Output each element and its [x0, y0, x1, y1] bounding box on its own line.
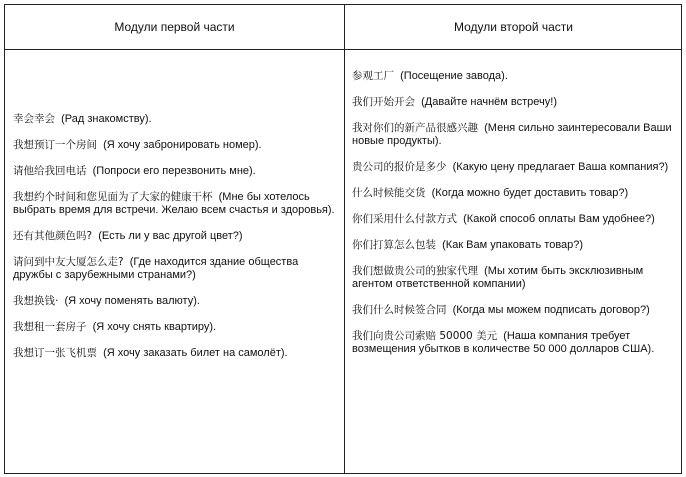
phrase-chinese: 贵公司的报价是多少	[352, 161, 447, 173]
phrase-russian: (Я хочу забронировать номер).	[103, 139, 262, 151]
phrase-chinese: 请问到中友大厦怎么走?	[13, 256, 124, 268]
phrase-item	[352, 70, 677, 83]
header-part-two: Модули второй части	[454, 20, 573, 34]
phrase-chinese: 还有其他颜色吗?	[13, 230, 93, 242]
phrase-item	[13, 139, 337, 152]
phrase-russian: (Я хочу поменять валюту).	[64, 295, 200, 307]
part-one-column	[13, 113, 337, 373]
phrase-russian: (Мы хотим быть эксклюзивным агентом ответственной компании)	[352, 265, 644, 290]
phrase-russian: (Наша компания требует возмещения убытков в количестве 50 000 долларов США).	[352, 330, 655, 355]
phrase-item	[13, 321, 337, 334]
phrase-russian: (Попроси его перезвонить мне).	[92, 165, 256, 177]
phrase-chinese: 我对你们的新产品很感兴趣	[352, 122, 478, 134]
phrase-russian: (Я хочу снять квартиру).	[92, 321, 217, 333]
phrase-russian: (Когда можно будет доставить товар?)	[431, 187, 629, 199]
phrase-russian: (Где находится здание общества дружбы с зарубежными странами?)	[13, 256, 299, 281]
phrase-chinese: 我们向贵公司索赔 50000 美元	[352, 330, 498, 342]
phrase-item	[13, 347, 337, 360]
header-part-one: Модули первой части	[114, 20, 235, 34]
phrase-chinese: 我们什么时候签合同	[352, 304, 447, 316]
phrase-chinese: 我想预订一个房间	[13, 139, 97, 151]
phrase-russian: (Есть ли у вас другой цвет?)	[98, 230, 243, 242]
phrase-chinese: 你们采用什么付款方式	[352, 213, 457, 225]
column-divider	[344, 5, 345, 473]
phrase-russian: (Рад знакомству).	[61, 113, 152, 125]
phrase-item	[352, 213, 677, 226]
phrase-chinese: 参观工厂	[352, 70, 394, 82]
phrase-russian: (Давайте начнём встречу!)	[421, 96, 557, 108]
phrase-item	[13, 113, 337, 126]
phrase-item	[13, 295, 337, 308]
phrase-item	[352, 122, 677, 148]
phrase-russian: (Какую цену предлагает Ваша компания?)	[452, 161, 669, 173]
phrase-item	[352, 265, 677, 291]
phrase-item	[13, 256, 337, 282]
phrase-chinese: 什么时候能交货	[352, 187, 426, 199]
phrase-russian: (Посещение завода).	[400, 70, 508, 82]
phrase-russian: (Как Вам упаковать товар?)	[442, 239, 584, 251]
phrase-russian: (Меня сильно заинтересовали Ваши новые продукты).	[352, 122, 672, 147]
phrase-item	[13, 230, 337, 243]
phrase-item	[352, 161, 677, 174]
phrase-chinese: 请他给我回电话	[13, 165, 87, 177]
phrase-russian: (Я хочу заказать билет на самолёт).	[103, 347, 288, 359]
phrase-item	[13, 165, 337, 178]
phrase-item	[352, 96, 677, 109]
phrase-chinese: 我想租一套房子	[13, 321, 87, 333]
phrase-chinese: 我们想做贵公司的独家代理	[352, 265, 478, 277]
phrase-chinese: 我想订一张飞机票	[13, 347, 97, 359]
phrase-russian: (Мне бы хотелось выбрать время для встречи. Желаю всем счастья и здоровья).	[13, 191, 335, 216]
header-divider	[5, 49, 681, 50]
phrase-chinese: 你们打算怎么包装	[352, 239, 436, 251]
phrase-item	[13, 191, 337, 217]
part-two-column	[352, 70, 677, 369]
phrase-item	[352, 187, 677, 200]
phrase-chinese: 幸会幸会	[13, 113, 55, 125]
phrase-russian: (Какой способ оплаты Вам удобнее?)	[463, 213, 655, 225]
phrase-chinese: 我想换钱·	[13, 295, 59, 307]
phrase-chinese: 我们开始开会	[352, 96, 415, 108]
phrase-item	[352, 304, 677, 317]
phrase-chinese: 我想约个时间和您见面为了大家的健康干杯	[13, 191, 213, 203]
phrase-item	[352, 239, 677, 252]
phrase-russian: (Когда мы можем подписать договор?)	[452, 304, 650, 316]
modules-table	[4, 4, 682, 474]
phrase-item	[352, 330, 677, 356]
